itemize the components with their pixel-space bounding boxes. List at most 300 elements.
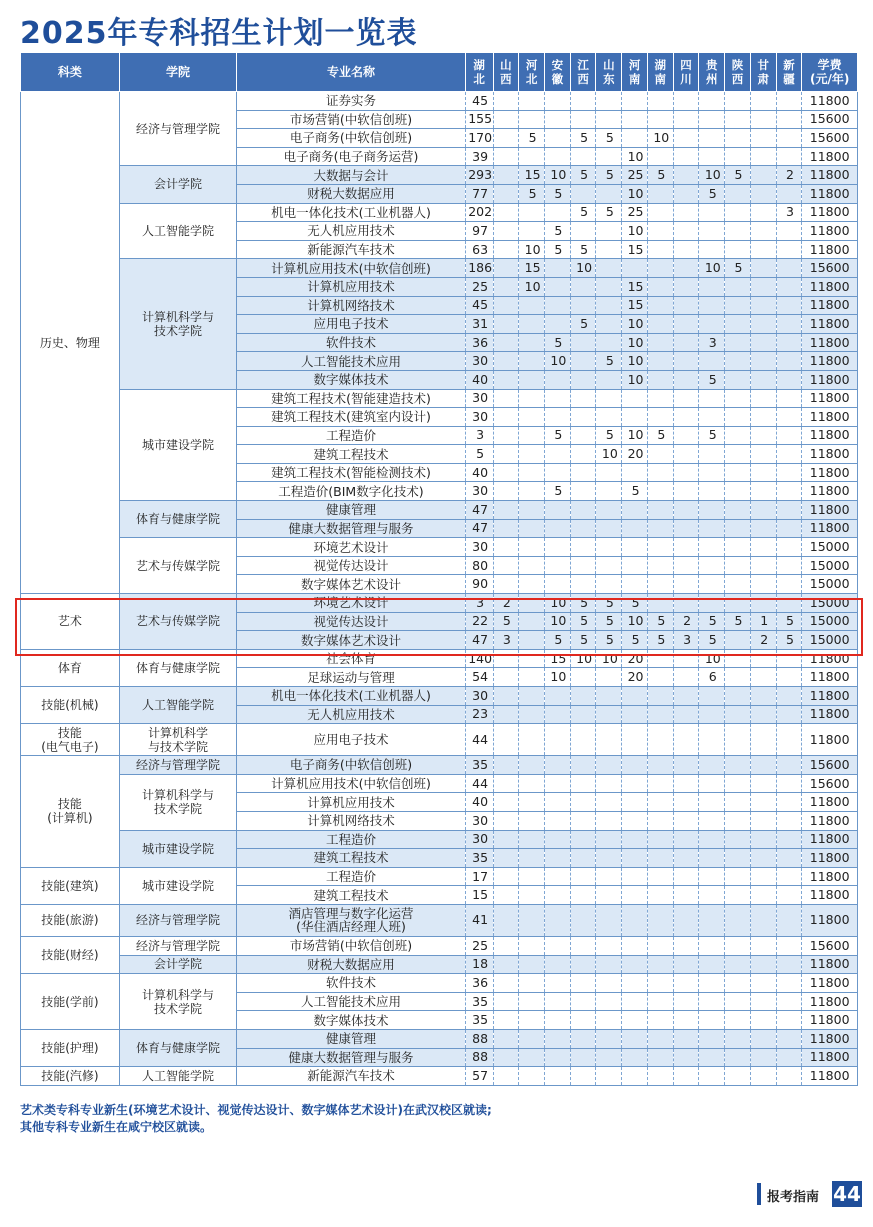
quota-cell: [596, 1048, 622, 1067]
quota-cell: [647, 277, 673, 296]
major-cell: 数字媒体艺术设计: [237, 631, 466, 650]
quota-cell: [596, 463, 622, 482]
quota-cell: 44: [465, 724, 493, 756]
header-province-char: 东: [603, 72, 615, 86]
quota-cell: [647, 370, 673, 389]
quota-cell: [519, 955, 545, 974]
quota-cell: [750, 259, 776, 278]
quota-cell: 40: [465, 793, 493, 812]
quota-cell: [596, 184, 622, 203]
quota-cell: 35: [465, 992, 493, 1011]
quota-cell: [673, 649, 699, 668]
quota-cell: [673, 1011, 699, 1030]
quota-cell: [776, 426, 802, 445]
college-cell: 体育与健康学院: [119, 501, 236, 538]
major-cell: 市场营销(中软信创班): [237, 936, 466, 955]
quota-cell: [776, 482, 802, 501]
quota-cell: 45: [465, 296, 493, 315]
table-body: [21, 92, 858, 1086]
fee-cell: 11800: [802, 519, 858, 538]
quota-cell: 20: [622, 445, 648, 464]
quota-cell: [673, 774, 699, 793]
quota-cell: [647, 352, 673, 371]
quota-cell: 30: [465, 687, 493, 706]
quota-cell: [570, 519, 596, 538]
quota-cell: [776, 594, 802, 613]
major-cell: 建筑工程技术: [237, 849, 466, 868]
quota-cell: [725, 240, 751, 259]
quota-cell: [699, 110, 725, 129]
quota-cell: [750, 445, 776, 464]
header-province-char: 南: [628, 72, 641, 86]
category-cell: 历史、物理: [21, 92, 120, 594]
quota-cell: [596, 811, 622, 830]
footnote-line: 艺术类专科专业新生(环境艺术设计、视觉传达设计、数字媒体艺术设计)在武汉校区就读;: [20, 1103, 492, 1117]
quota-cell: [493, 352, 519, 371]
quota-cell: [596, 849, 622, 868]
quota-cell: [776, 519, 802, 538]
quota-cell: 47: [465, 631, 493, 650]
quota-cell: [699, 556, 725, 575]
quota-cell: [647, 259, 673, 278]
college-cell: 经济与管理学院: [119, 92, 236, 166]
quota-cell: [596, 793, 622, 812]
quota-cell: [622, 867, 648, 886]
quota-cell: [750, 389, 776, 408]
fee-cell: 11800: [802, 867, 858, 886]
quota-cell: [622, 1011, 648, 1030]
quota-cell: [750, 426, 776, 445]
quota-cell: [519, 631, 545, 650]
quota-cell: 5: [596, 129, 622, 148]
quota-cell: [519, 370, 545, 389]
header-province-char: 徽: [551, 72, 564, 86]
header-province-char: 川: [680, 72, 692, 86]
major-cell: 视觉传达设计: [237, 556, 466, 575]
quota-cell: [493, 955, 519, 974]
quota-cell: [725, 501, 751, 520]
quota-cell: [647, 463, 673, 482]
quota-cell: [596, 1067, 622, 1086]
quota-cell: [776, 352, 802, 371]
quota-cell: [647, 955, 673, 974]
quota-cell: [750, 793, 776, 812]
quota-cell: [647, 830, 673, 849]
table-row: [21, 830, 858, 849]
category-cell: 技能(旅游): [21, 904, 120, 936]
quota-cell: 15: [622, 277, 648, 296]
fee-cell: 11800: [802, 904, 858, 936]
quota-cell: [545, 811, 571, 830]
quota-cell: [750, 296, 776, 315]
major-cell: 酒店管理与数字化运营 (华住酒店经理人班): [237, 904, 466, 936]
quota-cell: [725, 756, 751, 775]
quota-cell: [545, 724, 571, 756]
quota-cell: [750, 184, 776, 203]
quota-cell: [725, 849, 751, 868]
quota-cell: 15: [622, 296, 648, 315]
quota-cell: [699, 756, 725, 775]
header-province-char: 陕: [731, 58, 744, 72]
quota-cell: [596, 296, 622, 315]
quota-cell: [622, 793, 648, 812]
quota-cell: [673, 867, 699, 886]
quota-cell: [750, 705, 776, 724]
quota-cell: 5: [545, 631, 571, 650]
quota-cell: [596, 1029, 622, 1048]
quota-cell: [750, 240, 776, 259]
quota-cell: [545, 904, 571, 936]
quota-cell: [545, 1011, 571, 1030]
quota-cell: [750, 1048, 776, 1067]
college-cell: 计算机科学与 技术学院: [119, 259, 236, 389]
quota-cell: [519, 296, 545, 315]
quota-cell: [596, 501, 622, 520]
quota-cell: [493, 147, 519, 166]
fee-cell: 11800: [802, 955, 858, 974]
quota-cell: 5: [545, 482, 571, 501]
quota-cell: [725, 222, 751, 241]
quota-cell: [647, 811, 673, 830]
quota-cell: [750, 1029, 776, 1048]
quota-cell: [493, 886, 519, 905]
fee-cell: 15000: [802, 575, 858, 594]
quota-cell: [776, 575, 802, 594]
quota-cell: 5: [596, 631, 622, 650]
college-cell: 计算机科学与 技术学院: [119, 774, 236, 830]
quota-cell: [570, 886, 596, 905]
quota-cell: [673, 277, 699, 296]
quota-cell: [750, 352, 776, 371]
quota-cell: 3: [673, 631, 699, 650]
quota-cell: [493, 756, 519, 775]
quota-cell: [725, 631, 751, 650]
quota-cell: [750, 575, 776, 594]
quota-cell: 10: [622, 426, 648, 445]
quota-cell: 63: [465, 240, 493, 259]
quota-cell: [493, 501, 519, 520]
quota-cell: [725, 184, 751, 203]
major-cell: 电子商务(中软信创班): [237, 129, 466, 148]
major-cell: 视觉传达设计: [237, 612, 466, 631]
quota-cell: [493, 1011, 519, 1030]
quota-cell: [622, 408, 648, 427]
fee-cell: 11800: [802, 992, 858, 1011]
major-cell: 计算机应用技术(中软信创班): [237, 774, 466, 793]
quota-cell: 10: [647, 129, 673, 148]
quota-cell: [673, 110, 699, 129]
quota-cell: [725, 352, 751, 371]
quota-cell: [519, 482, 545, 501]
quota-cell: [647, 705, 673, 724]
quota-cell: [622, 1029, 648, 1048]
quota-cell: [519, 110, 545, 129]
quota-cell: 39: [465, 147, 493, 166]
quota-cell: [596, 110, 622, 129]
quota-cell: [725, 482, 751, 501]
quota-cell: 35: [465, 756, 493, 775]
quota-cell: [725, 575, 751, 594]
quota-cell: [545, 886, 571, 905]
major-cell: 健康管理: [237, 1029, 466, 1048]
quota-cell: 30: [465, 482, 493, 501]
quota-cell: [519, 774, 545, 793]
quota-cell: [647, 724, 673, 756]
quota-cell: 25: [622, 203, 648, 222]
college-cell: 艺术与传媒学院: [119, 594, 236, 650]
quota-cell: [750, 482, 776, 501]
quota-cell: [493, 867, 519, 886]
quota-cell: 202: [465, 203, 493, 222]
quota-cell: [699, 1048, 725, 1067]
quota-cell: [545, 1067, 571, 1086]
quota-cell: [519, 668, 545, 687]
quota-cell: [622, 129, 648, 148]
quota-cell: [725, 389, 751, 408]
table-row: [21, 867, 858, 886]
quota-cell: [622, 575, 648, 594]
quota-cell: 15: [545, 649, 571, 668]
quota-cell: [493, 463, 519, 482]
quota-cell: [673, 955, 699, 974]
quota-cell: [776, 793, 802, 812]
quota-cell: 15: [519, 166, 545, 185]
quota-cell: [647, 974, 673, 993]
header-province-char: 安: [551, 58, 564, 72]
quota-cell: 10: [622, 370, 648, 389]
category-cell: 技能(汽修): [21, 1067, 120, 1086]
quota-cell: [725, 315, 751, 334]
quota-cell: [776, 724, 802, 756]
quota-cell: [673, 687, 699, 706]
quota-cell: [750, 867, 776, 886]
quota-cell: [622, 556, 648, 575]
quota-cell: [647, 92, 673, 111]
quota-cell: 15: [622, 240, 648, 259]
quota-cell: [776, 501, 802, 520]
quota-cell: [750, 1067, 776, 1086]
quota-cell: [776, 110, 802, 129]
college-cell: 会计学院: [119, 166, 236, 203]
quota-cell: [622, 849, 648, 868]
quota-cell: [750, 955, 776, 974]
quota-cell: 30: [465, 408, 493, 427]
quota-cell: [647, 936, 673, 955]
quota-cell: [647, 296, 673, 315]
quota-cell: [673, 849, 699, 868]
quota-cell: [776, 333, 802, 352]
quota-cell: 10: [699, 166, 725, 185]
quota-cell: [493, 129, 519, 148]
quota-cell: [622, 1067, 648, 1086]
quota-cell: [596, 259, 622, 278]
quota-cell: [699, 955, 725, 974]
quota-cell: [647, 1029, 673, 1048]
quota-cell: [519, 501, 545, 520]
quota-cell: [596, 705, 622, 724]
fee-cell: 11800: [802, 203, 858, 222]
quota-cell: [647, 184, 673, 203]
quota-cell: 47: [465, 519, 493, 538]
quota-cell: [622, 687, 648, 706]
quota-cell: [750, 92, 776, 111]
quota-cell: [519, 426, 545, 445]
quota-cell: [493, 333, 519, 352]
quota-cell: [673, 811, 699, 830]
quota-cell: 15: [465, 886, 493, 905]
quota-cell: [493, 830, 519, 849]
fee-cell: 15000: [802, 594, 858, 613]
quota-cell: 10: [545, 668, 571, 687]
category-cell: 艺术: [21, 594, 120, 650]
header-province: [776, 53, 802, 92]
quota-cell: [673, 147, 699, 166]
quota-cell: [776, 538, 802, 557]
quota-cell: [750, 129, 776, 148]
quota-cell: [725, 955, 751, 974]
quota-cell: [776, 389, 802, 408]
quota-cell: 5: [725, 612, 751, 631]
quota-cell: [699, 867, 725, 886]
quota-cell: [725, 687, 751, 706]
fee-cell: 11800: [802, 315, 858, 334]
fee-cell: 15600: [802, 774, 858, 793]
quota-cell: [493, 277, 519, 296]
quota-cell: [725, 830, 751, 849]
quota-cell: 20: [622, 649, 648, 668]
quota-cell: [699, 1029, 725, 1048]
quota-cell: [750, 724, 776, 756]
quota-cell: [699, 1011, 725, 1030]
quota-cell: [493, 649, 519, 668]
quota-cell: [545, 705, 571, 724]
quota-cell: [776, 445, 802, 464]
quota-cell: [647, 1011, 673, 1030]
quota-cell: [493, 705, 519, 724]
quota-cell: [725, 147, 751, 166]
quota-cell: [776, 259, 802, 278]
quota-cell: [570, 296, 596, 315]
quota-cell: [493, 166, 519, 185]
fee-cell: 11800: [802, 333, 858, 352]
quota-cell: 5: [596, 352, 622, 371]
major-cell: 机电一体化技术(工业机器人): [237, 203, 466, 222]
major-cell: 数字媒体艺术设计: [237, 575, 466, 594]
quota-cell: [570, 705, 596, 724]
quota-cell: 5: [725, 166, 751, 185]
quota-cell: [725, 203, 751, 222]
quota-cell: [493, 538, 519, 557]
quota-cell: [519, 1029, 545, 1048]
quota-cell: [622, 904, 648, 936]
quota-cell: 5: [570, 240, 596, 259]
quota-cell: 5: [570, 612, 596, 631]
header-province: [750, 53, 776, 92]
fee-cell: 15000: [802, 631, 858, 650]
major-cell: 计算机应用技术: [237, 793, 466, 812]
quota-cell: [776, 184, 802, 203]
quota-cell: [673, 296, 699, 315]
quota-cell: [673, 352, 699, 371]
quota-cell: [776, 867, 802, 886]
quota-cell: [776, 222, 802, 241]
header-province: [570, 53, 596, 92]
quota-cell: 25: [622, 166, 648, 185]
quota-cell: 5: [699, 426, 725, 445]
quota-cell: [699, 936, 725, 955]
header-province-char: 河: [525, 58, 538, 72]
quota-cell: 40: [465, 370, 493, 389]
quota-cell: [545, 936, 571, 955]
quota-cell: [776, 240, 802, 259]
quota-cell: 5: [647, 612, 673, 631]
quota-cell: [596, 575, 622, 594]
quota-cell: [545, 315, 571, 334]
fee-cell: 15000: [802, 538, 858, 557]
fee-cell: 11800: [802, 296, 858, 315]
fee-cell: 11800: [802, 1011, 858, 1030]
major-cell: 计算机应用技术: [237, 277, 466, 296]
quota-cell: [673, 370, 699, 389]
quota-cell: [647, 445, 673, 464]
quota-cell: 40: [465, 463, 493, 482]
quota-cell: [750, 886, 776, 905]
quota-cell: [750, 904, 776, 936]
quota-cell: [750, 147, 776, 166]
college-cell: 艺术与传媒学院: [119, 538, 236, 594]
quota-cell: [519, 222, 545, 241]
quota-cell: 10: [545, 594, 571, 613]
quota-cell: [622, 724, 648, 756]
quota-cell: [570, 904, 596, 936]
quota-cell: [596, 886, 622, 905]
table-row: [21, 166, 858, 185]
quota-cell: 293: [465, 166, 493, 185]
header-province-char: 贵: [706, 58, 718, 72]
quota-cell: [725, 1011, 751, 1030]
quota-cell: [545, 538, 571, 557]
quota-cell: [776, 668, 802, 687]
quota-cell: [699, 222, 725, 241]
quota-cell: 3: [776, 203, 802, 222]
quota-cell: [776, 1011, 802, 1030]
quota-cell: 3: [465, 594, 493, 613]
fee-cell: 11800: [802, 501, 858, 520]
quota-cell: [673, 166, 699, 185]
major-cell: 证券实务: [237, 92, 466, 111]
quota-cell: [570, 426, 596, 445]
quota-cell: [725, 408, 751, 427]
category-cell: 技能(财经): [21, 936, 120, 973]
table-header-row: [21, 53, 858, 92]
quota-cell: [647, 110, 673, 129]
quota-cell: [570, 955, 596, 974]
quota-cell: [725, 110, 751, 129]
quota-cell: [622, 705, 648, 724]
quota-cell: [699, 277, 725, 296]
quota-cell: [776, 408, 802, 427]
fee-cell: 11800: [802, 811, 858, 830]
quota-cell: [519, 705, 545, 724]
quota-cell: [493, 774, 519, 793]
major-cell: 工程造价: [237, 867, 466, 886]
quota-cell: 1: [750, 612, 776, 631]
quota-cell: [750, 370, 776, 389]
quota-cell: [519, 315, 545, 334]
quota-cell: [519, 992, 545, 1011]
quota-cell: [493, 426, 519, 445]
quota-cell: 10: [545, 352, 571, 371]
